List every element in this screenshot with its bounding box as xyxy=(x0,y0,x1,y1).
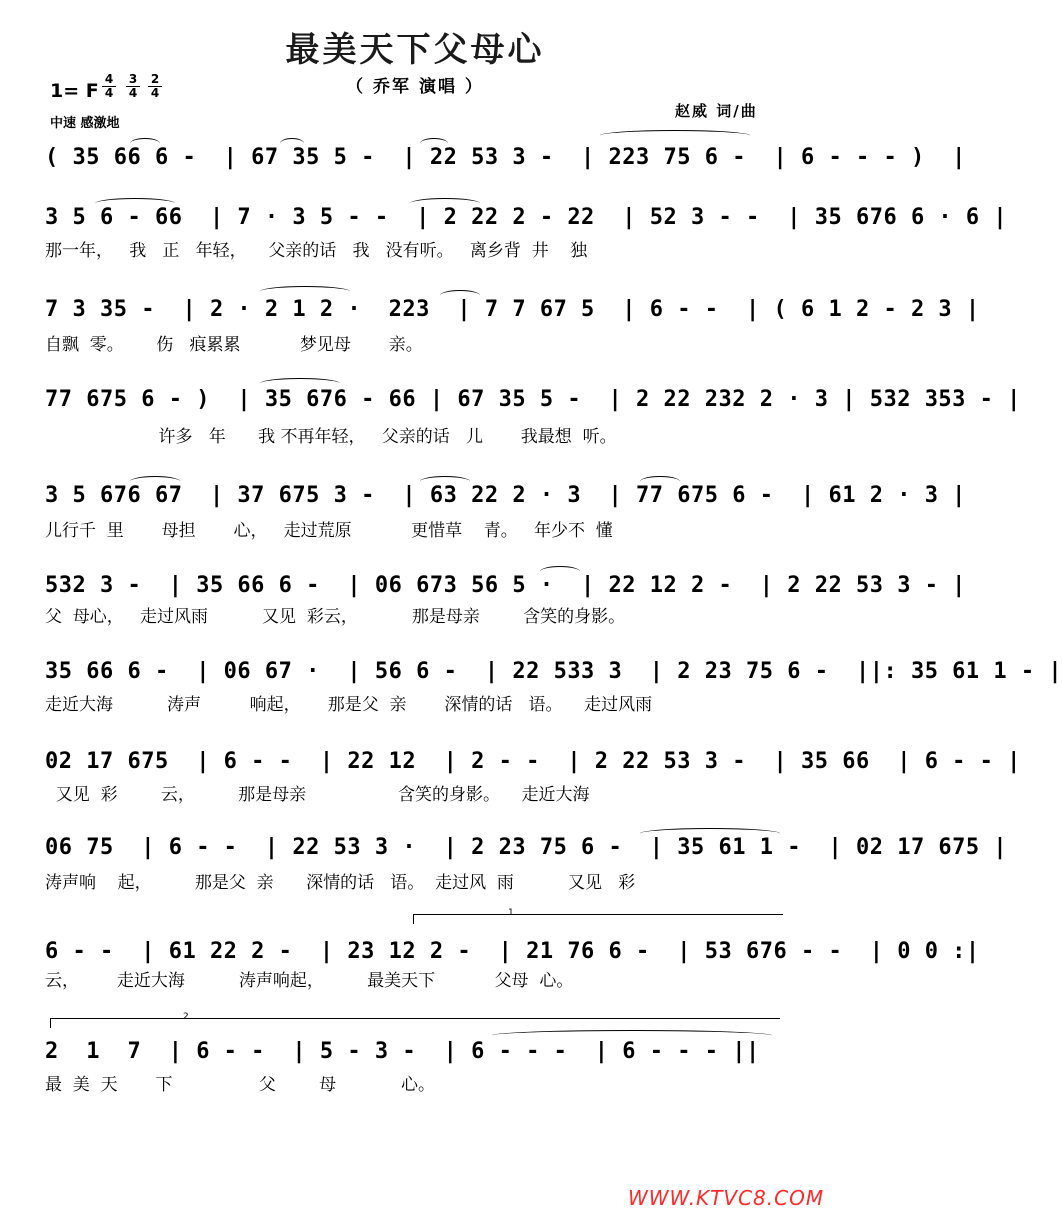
slur-mark xyxy=(420,476,470,487)
volta-2-start-tick xyxy=(50,1018,51,1028)
site-watermark: WWW.KTVC8.COM xyxy=(628,1186,825,1210)
notation-line-6: 532 3 - | 35 66 6 - | 06 673 56 5 · | 22 12 2 - | 2 22 53 3 - | xyxy=(45,573,966,598)
lyrics-line-10: 云， 走近大海 涛声响起， 最美天下 父母 心。 xyxy=(45,971,574,991)
time-signature-1-bottom: 4 xyxy=(104,86,114,100)
slur-mark xyxy=(492,1030,772,1041)
notation-line-9: 06 75 | 6 - - | 22 53 3 · | 2 23 75 6 - | 35 61 1 - | 02 17 675 | xyxy=(45,835,1008,860)
slur-mark xyxy=(410,198,480,209)
lyrics-line-9: 涛声响 起， 那是父 亲 深情的话 语。 走过风 雨 又见 彩 xyxy=(45,873,636,893)
notation-line-2: 3 5 6 - 66 | 7 · 3 5 - - | 2 22 2 - 22 | 52 3 - - | 35 676 6 · 6 | xyxy=(45,205,1008,230)
key-signature: 1= F xyxy=(50,80,99,102)
slur-mark xyxy=(130,138,160,149)
time-signature-1 xyxy=(102,74,116,99)
lyrics-line-11: 最 美 天 下 父 母 心。 xyxy=(45,1075,435,1095)
lyrics-line-8: 又见 彩 云， 那是母亲 含笑的身影。 走近大海 xyxy=(45,785,590,805)
notation-line-11: 2 1 7 | 6 - - | 5 - 3 - | 6 - - - | 6 - - - || xyxy=(45,1039,760,1064)
time-signature-3-top: 2 xyxy=(150,72,160,86)
volta-2-bracket xyxy=(50,1018,780,1019)
slur-mark xyxy=(440,290,480,301)
lyricist-composer: 赵威 词/曲 xyxy=(675,102,758,120)
lyrics-line-4: 许多 年 我 不再年轻， 父亲的话 儿 我最想 听。 xyxy=(45,427,617,447)
time-signature-2-bottom: 4 xyxy=(128,86,138,100)
notation-line-8: 02 17 675 | 6 - - | 22 12 | 2 - - | 2 22 53 3 - | 35 66 | 6 - - | xyxy=(45,749,1021,774)
slur-mark xyxy=(420,138,448,149)
volta-1-start-tick xyxy=(413,914,414,924)
lyrics-line-6: 父 母心， 走过风雨 又见 彩云， 那是母亲 含笑的身影。 xyxy=(45,607,626,627)
slur-mark xyxy=(640,476,680,487)
slur-mark xyxy=(130,476,180,487)
time-signature-2-top: 3 xyxy=(128,72,138,86)
song-title: 最美天下父母心 xyxy=(285,30,545,70)
slur-mark xyxy=(540,566,580,577)
lyrics-line-7: 走近大海 涛声 响起， 那是父 亲 深情的话 语。 走过风雨 xyxy=(45,695,653,715)
notation-line-10: 6 - - | 61 22 2 - | 23 12 2 - | 21 76 6 - | 53 676 - - | 0 0 :| xyxy=(45,939,980,964)
volta-1-number: 1 xyxy=(508,908,514,918)
lyrics-line-5: 儿行千 里 母担 心， 走过荒原 更惜草 青。 年少不 懂 xyxy=(45,521,613,541)
slur-mark xyxy=(640,828,780,839)
notation-line-4: 77 675 6 - ) | 35 676 - 66 | 67 35 5 - | 2 22 232 2 · 3 | 532 353 - | xyxy=(45,387,1021,412)
notation-line-3: 7 3 35 - | 2 · 2 1 2 · 223 | 7 7 67 5 | 6 - - | ( 6 1 2 - 2 3 | xyxy=(45,297,980,322)
volta-2-number: 2 xyxy=(183,1012,189,1022)
slur-mark xyxy=(260,286,350,297)
time-signature-1-top: 4 xyxy=(104,72,114,86)
time-signature-3 xyxy=(148,74,162,99)
slur-mark xyxy=(600,130,750,141)
tempo-marking: 中速 感激地 xyxy=(50,116,120,131)
notation-line-5: 3 5 676 67 | 37 675 3 - | 63 22 2 · 3 | 77 675 6 - | 61 2 · 3 | xyxy=(45,483,966,508)
time-signature-2 xyxy=(126,74,140,99)
slur-mark xyxy=(95,198,175,209)
performer-credit: （ 乔军 演唱 ） xyxy=(346,77,484,97)
lyrics-line-2: 那一年， 我 正 年轻， 父亲的话 我 没有听。 离乡背 井 独 xyxy=(45,241,588,261)
notation-line-7: 35 66 6 - | 06 67 · | 56 6 - | 22 533 3 | 2 23 75 6 - ||: 35 61 1 - | xyxy=(45,659,1062,684)
volta-1-bracket xyxy=(413,914,783,915)
slur-mark xyxy=(280,138,304,149)
slur-mark xyxy=(260,378,340,389)
lyrics-line-3: 自飘 零。 伤 痕累累 梦见母 亲。 xyxy=(45,335,423,355)
notation-line-1: ( 35 66 6 - | 67 35 5 - | 22 53 3 - | 223 75 6 - | 6 - - - ) | xyxy=(45,145,966,170)
time-signature-3-bottom: 4 xyxy=(150,86,160,100)
